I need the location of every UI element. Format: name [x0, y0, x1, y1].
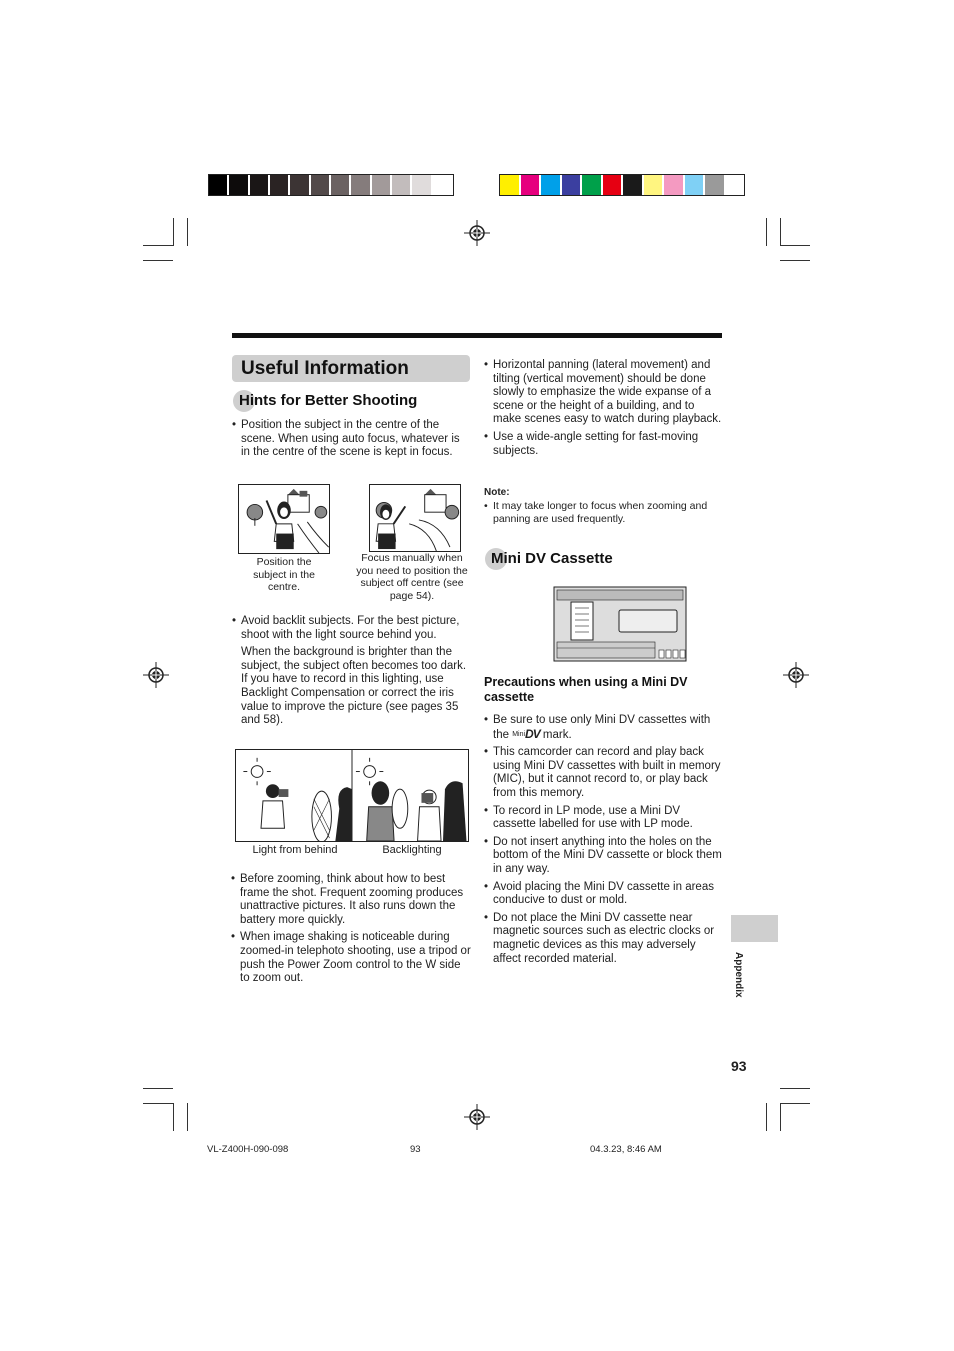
precautions-list — [484, 714, 724, 966]
crop-mark — [766, 218, 767, 246]
crop-mark — [780, 245, 810, 246]
crop-mark — [766, 1103, 767, 1131]
crop-mark — [143, 245, 173, 246]
backlight-illustration — [235, 749, 469, 842]
crop-mark — [173, 1103, 174, 1131]
header-rule — [232, 333, 722, 338]
footer-center: 93 — [410, 1144, 421, 1155]
registration-mark-icon — [143, 662, 169, 688]
color-swatch-6 — [623, 175, 644, 195]
crop-mark — [143, 260, 173, 261]
gray-swatch-0 — [209, 175, 229, 195]
mini-dv-cassette-illustration — [553, 586, 687, 662]
precaution-5: • Avoid placing the Mini DV cassette in areas conducive to dust or mold. — [484, 881, 724, 908]
bullet-text: • Horizontal panning (lateral movement) and tilting (vertical movement) should be done slowly to emphasize the wide expanse of a scene or the height of a building, and to make scenes easy to watch during playback. — [484, 359, 724, 427]
appendix-label: Appendix — [733, 952, 744, 998]
gray-swatch-9 — [392, 175, 412, 195]
note-text — [484, 500, 720, 525]
precaution-3: • To record in LP mode, use a Mini DV cassette labelled for use with LP mode. — [484, 805, 724, 832]
gray-swatch-6 — [331, 175, 351, 195]
color-swatch-7 — [644, 175, 665, 195]
color-swatch-4 — [582, 175, 603, 195]
color-swatch-3 — [562, 175, 583, 195]
gray-swatch-4 — [290, 175, 310, 195]
color-swatch-0 — [500, 175, 521, 195]
mini-logo-text: Mini — [512, 730, 526, 738]
hints-bullet-2 — [232, 615, 470, 728]
gray-swatch-7 — [351, 175, 371, 195]
registration-mark-icon — [464, 220, 490, 246]
color-swatch-9 — [685, 175, 706, 195]
footer-left: VL-Z400H-090-098 — [207, 1144, 289, 1155]
crop-mark — [143, 1103, 173, 1104]
crop-mark — [780, 1103, 810, 1104]
bullet-text: • Position the subject in the centre of the scene. When using auto focus, whatever is in the centre of the scene is kept in focus. — [232, 419, 470, 460]
precaution-1 — [484, 714, 724, 742]
crop-mark — [143, 1088, 173, 1089]
crop-mark — [187, 218, 188, 246]
caption-off-centre: Focus manually when you need to position the subject off centre (see page 54). — [356, 552, 468, 602]
subject-off-centre-illustration — [369, 484, 461, 552]
precaution-4: • Do not insert anything into the holes on the bottom of the Mini DV cassette or block them in any way. — [484, 836, 724, 877]
bullet-text: • When image shaking is noticeable during zoomed-in telephoto shooting, use a tripod or push the Power Zoom control to the W side to zoom out. — [231, 931, 471, 985]
subject-centre-illustration — [238, 484, 330, 554]
hints-bullet-3 — [231, 873, 471, 986]
caption-light-from-behind: Light from behind — [252, 844, 338, 856]
note-bullet: • It may take longer to focus when zooming and panning are used frequently. — [484, 500, 720, 525]
crop-mark — [173, 218, 174, 246]
precautions-heading: Precautions when using a Mini DV cassette — [484, 675, 688, 704]
crop-mark — [780, 260, 810, 261]
hints-heading-text: Hints for Better Shooting — [239, 392, 418, 409]
gray-swatch-8 — [372, 175, 392, 195]
gray-swatch-5 — [311, 175, 331, 195]
dv-logo-icon: DV — [525, 726, 540, 741]
bullet-text: Be sure to use only Mini DV cassettes with the — [493, 714, 711, 741]
bullet-text: • Before zooming, think about how to best frame the shot. Frequent zooming produces unattractive pictures. It also runs down the battery more quickly. — [231, 873, 471, 927]
page-number: 93 — [731, 1058, 747, 1074]
grayscale-color-bar — [208, 174, 454, 196]
bullet-text: • Use a wide-angle setting for fast-moving subjects. — [484, 431, 724, 458]
minidv-heading-text: Mini DV Cassette — [491, 550, 613, 567]
gray-swatch-1 — [229, 175, 249, 195]
crop-mark — [187, 1103, 188, 1131]
crop-mark — [780, 1103, 781, 1131]
gray-swatch-11 — [433, 175, 453, 195]
color-swatch-2 — [541, 175, 562, 195]
right-bullets — [484, 359, 724, 458]
registration-mark-icon — [783, 662, 809, 688]
precaution-6: • Do not place the Mini DV cassette near magnetic sources such as electric clocks or magnetic devices as this may adversely affect recorded material. — [484, 912, 724, 966]
crop-mark — [780, 1088, 810, 1089]
color-swatch-bar — [499, 174, 745, 196]
precaution-2: • This camcorder can record and play back using Mini DV cassettes with built in memory (MIC), but it cannot record to, or play back from this memory. — [484, 746, 724, 800]
bullet-text: mark. — [542, 728, 572, 741]
gray-swatch-2 — [250, 175, 270, 195]
bullet-text: • Avoid backlit subjects. For the best picture, shoot with the light source behind you. — [232, 615, 470, 642]
page-title-bar — [232, 355, 470, 382]
footer-right: 04.3.23, 8:46 AM — [590, 1144, 662, 1155]
gray-swatch-3 — [270, 175, 290, 195]
bullet-continuation: When the background is brighter than the subject, the subject often becomes too dark. If you have to record in this lighting, use Backlight Compensation or correct the iris value to improve the picture (see pages 35 and 58). — [241, 646, 467, 727]
note-label: Note: — [484, 487, 510, 498]
color-swatch-5 — [603, 175, 624, 195]
hints-bullet-1 — [232, 419, 470, 460]
appendix-tab — [731, 915, 778, 942]
hints-heading — [239, 392, 417, 409]
page-title: Useful Information — [241, 358, 409, 379]
color-swatch-10 — [705, 175, 726, 195]
color-swatch-8 — [664, 175, 685, 195]
registration-mark-icon — [464, 1104, 490, 1130]
color-swatch-1 — [521, 175, 542, 195]
caption-backlighting: Backlighting — [382, 844, 442, 856]
gray-swatch-10 — [412, 175, 432, 195]
caption-centre: Position the subject in the centre. — [253, 556, 315, 594]
crop-mark — [780, 218, 781, 246]
minidv-heading — [491, 550, 613, 567]
